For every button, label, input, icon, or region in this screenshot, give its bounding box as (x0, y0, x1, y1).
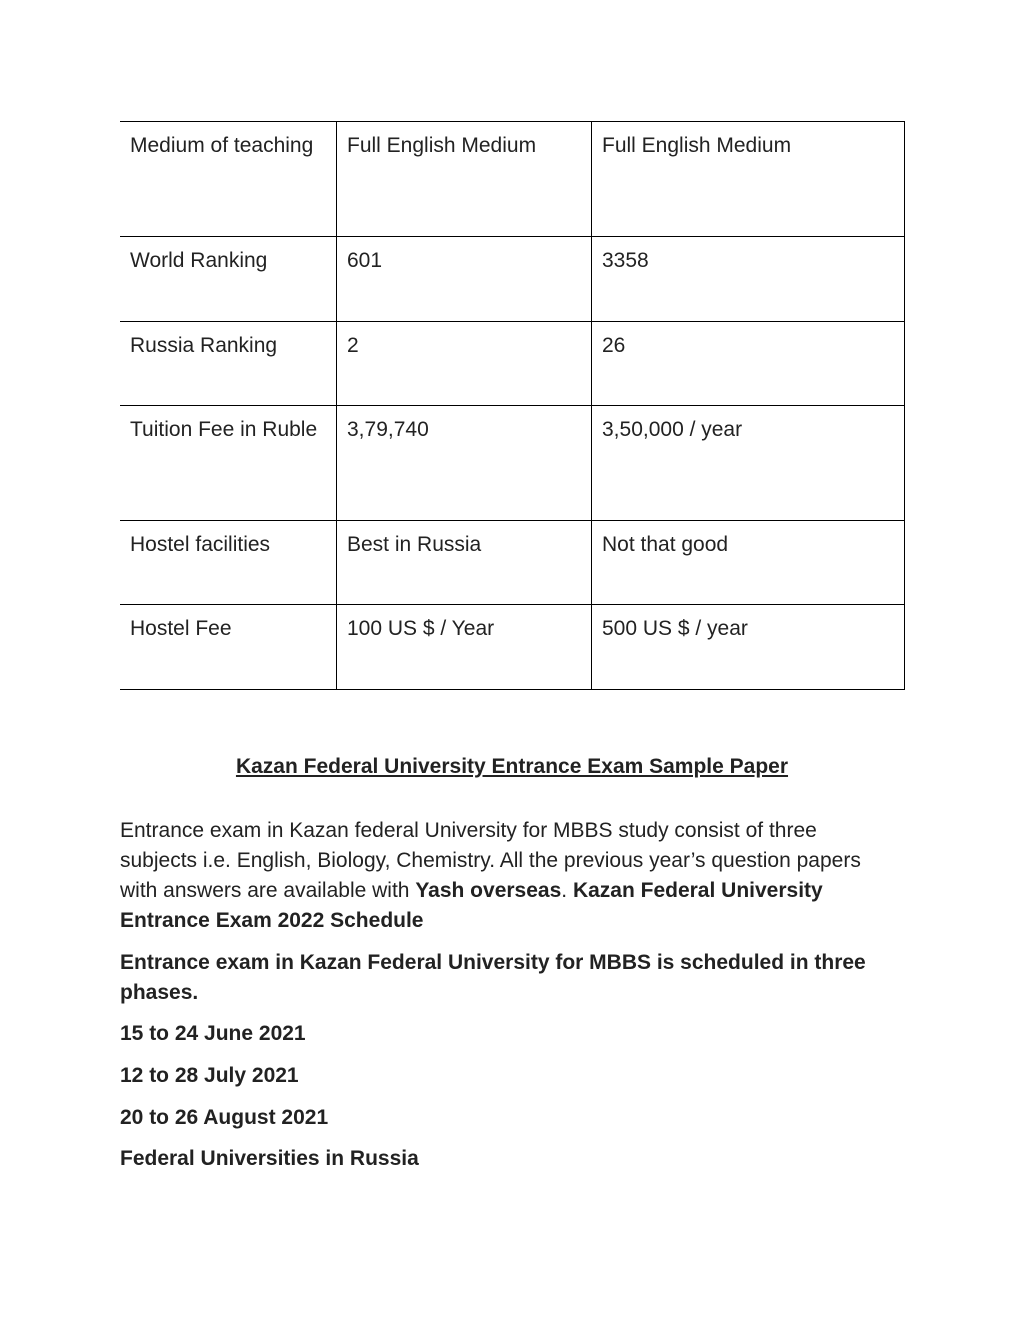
section-heading: Kazan Federal University Entrance Exam Sample Paper (235, 755, 789, 778)
table-cell: 500 US $ / year (592, 605, 905, 690)
table-cell: 100 US $ / Year (337, 605, 592, 690)
phase-date: 12 to 28 July 2021 (120, 1064, 299, 1087)
table-row (120, 406, 905, 521)
table-cell: 3,79,740 (337, 406, 592, 521)
table-row (120, 122, 905, 237)
table-cell: Full English Medium (337, 122, 592, 237)
table-cell: 26 (592, 322, 905, 406)
comparison-table (120, 121, 905, 690)
paragraph-text: . (561, 879, 573, 902)
intro-paragraph (120, 816, 890, 936)
schedule-paragraph: Entrance exam in Kazan Federal University for MBBS is scheduled in three phases. (120, 951, 866, 1004)
table-row (120, 322, 905, 406)
paragraph-text: Entrance exam in Kazan federal University for MBBS study consist of three subjects i.e. English, Biology, Chemistry. All the previous year’s question papers with answers are available with (120, 819, 861, 902)
table-cell: 3,50,000 / year (592, 406, 905, 521)
row-label: World Ranking (120, 237, 337, 322)
table-cell: 601 (337, 237, 592, 322)
row-label: Hostel facilities (120, 521, 337, 605)
row-label: Hostel Fee (120, 605, 337, 690)
phase-date: 20 to 26 August 2021 (120, 1106, 329, 1129)
row-label: Russia Ranking (120, 322, 337, 406)
table-cell: 2 (337, 322, 592, 406)
table-cell: Best in Russia (337, 521, 592, 605)
table-cell: 3358 (592, 237, 905, 322)
phase-date: 15 to 24 June 2021 (120, 1022, 306, 1045)
schedule-heading: Kazan Federal University Entrance Exam 2022 Schedule (120, 879, 823, 932)
table-cell: Not that good (592, 521, 905, 605)
table-row (120, 237, 905, 322)
row-label: Medium of teaching (120, 122, 337, 237)
bold-brand-name: Yash overseas (415, 879, 562, 902)
table-cell: Full English Medium (592, 122, 905, 237)
closing-heading: Federal Universities in Russia (120, 1147, 419, 1170)
row-label: Tuition Fee in Ruble (120, 406, 337, 521)
table-row (120, 521, 905, 605)
table-row (120, 605, 905, 690)
